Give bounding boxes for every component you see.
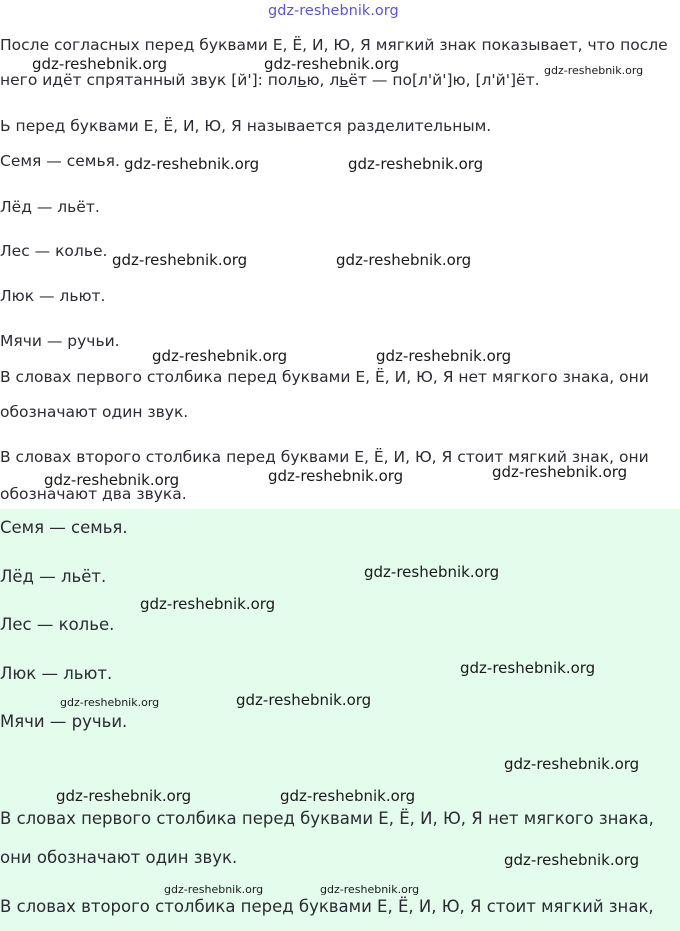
word-pair: Люк — льют. (0, 287, 106, 305)
answer-word-pair: Лес — колье. (0, 615, 115, 634)
site-watermark-top: gdz-reshebnik.org (268, 3, 399, 19)
rule-line-1: После согласных перед буквами Е, Ё, И, Ю, Я мягкий знак показывает, что после (0, 36, 668, 54)
answer-word-pair: Люк — льют. (0, 664, 113, 683)
watermark: gdz-reshebnik.org (364, 563, 500, 581)
watermark: gdz-reshebnik.org (44, 471, 180, 489)
watermark: gdz-reshebnik.org (124, 155, 260, 173)
word-pair: Мячи — ручьи. (0, 332, 120, 350)
watermark: gdz-reshebnik.org (544, 64, 644, 77)
watermark: gdz-reshebnik.org (348, 155, 484, 173)
word-pair: Лёд — льёт. (0, 198, 100, 216)
conclusion-second-line-1: В словах второго столбика перед буквами Е, Ё, И, Ю, Я стоит мягкий знак, они (0, 448, 649, 466)
watermark: gdz-reshebnik.org (152, 347, 288, 365)
word-pair: Семя — семья. (0, 152, 120, 170)
watermark: gdz-reshebnik.org (336, 251, 472, 269)
answer-first-line-2: они обозначают один звук. (0, 848, 238, 867)
watermark: gdz-reshebnik.org (164, 883, 264, 896)
word-pair: Лес — колье. (0, 242, 108, 260)
watermark: gdz-reshebnik.org (320, 883, 420, 896)
watermark: gdz-reshebnik.org (60, 696, 160, 709)
watermark: gdz-reshebnik.org (268, 467, 404, 485)
answer-first-line-1: В словах первого столбика перед буквами Е, Ё, И, Ю, Я нет мягкого знака, (0, 809, 654, 828)
watermark: gdz-reshebnik.org (32, 55, 168, 73)
watermark: gdz-reshebnik.org (280, 787, 416, 805)
conclusion-second-line-2: обозначают два звука. (0, 485, 187, 503)
conclusion-first-line-1: В словах первого столбика перед буквами Е, Ё, И, Ю, Я нет мягкого знака, они (0, 368, 649, 386)
conclusion-first-line-2: обозначают один звук. (0, 403, 189, 421)
watermark: gdz-reshebnik.org (504, 755, 640, 773)
answer-word-pair: Семя — семья. (0, 518, 128, 537)
watermark: gdz-reshebnik.org (492, 463, 628, 481)
answer-second-line-1: В словах второго столбика перед буквами Е, Ё, И, Ю, Я стоит мягкий знак, (0, 897, 654, 916)
watermark: gdz-reshebnik.org (56, 787, 192, 805)
watermark: gdz-reshebnik.org (236, 691, 372, 709)
watermark: gdz-reshebnik.org (140, 595, 276, 613)
watermark: gdz-reshebnik.org (460, 659, 596, 677)
answer-word-pair: Лёд — льёт. (0, 567, 107, 586)
watermark: gdz-reshebnik.org (264, 55, 400, 73)
rule-line-2: него идёт спрятанный звук [й']: полью, льёт — по[л'й']ю, [л'й']ёт. (0, 71, 540, 89)
rule-line-3: Ь перед буквами Е, Ё, И, Ю, Я называется разделительным. (0, 117, 492, 135)
watermark: gdz-reshebnik.org (112, 251, 248, 269)
answer-word-pair: Мячи — ручьи. (0, 712, 128, 731)
watermark: gdz-reshebnik.org (376, 347, 512, 365)
watermark: gdz-reshebnik.org (504, 851, 640, 869)
